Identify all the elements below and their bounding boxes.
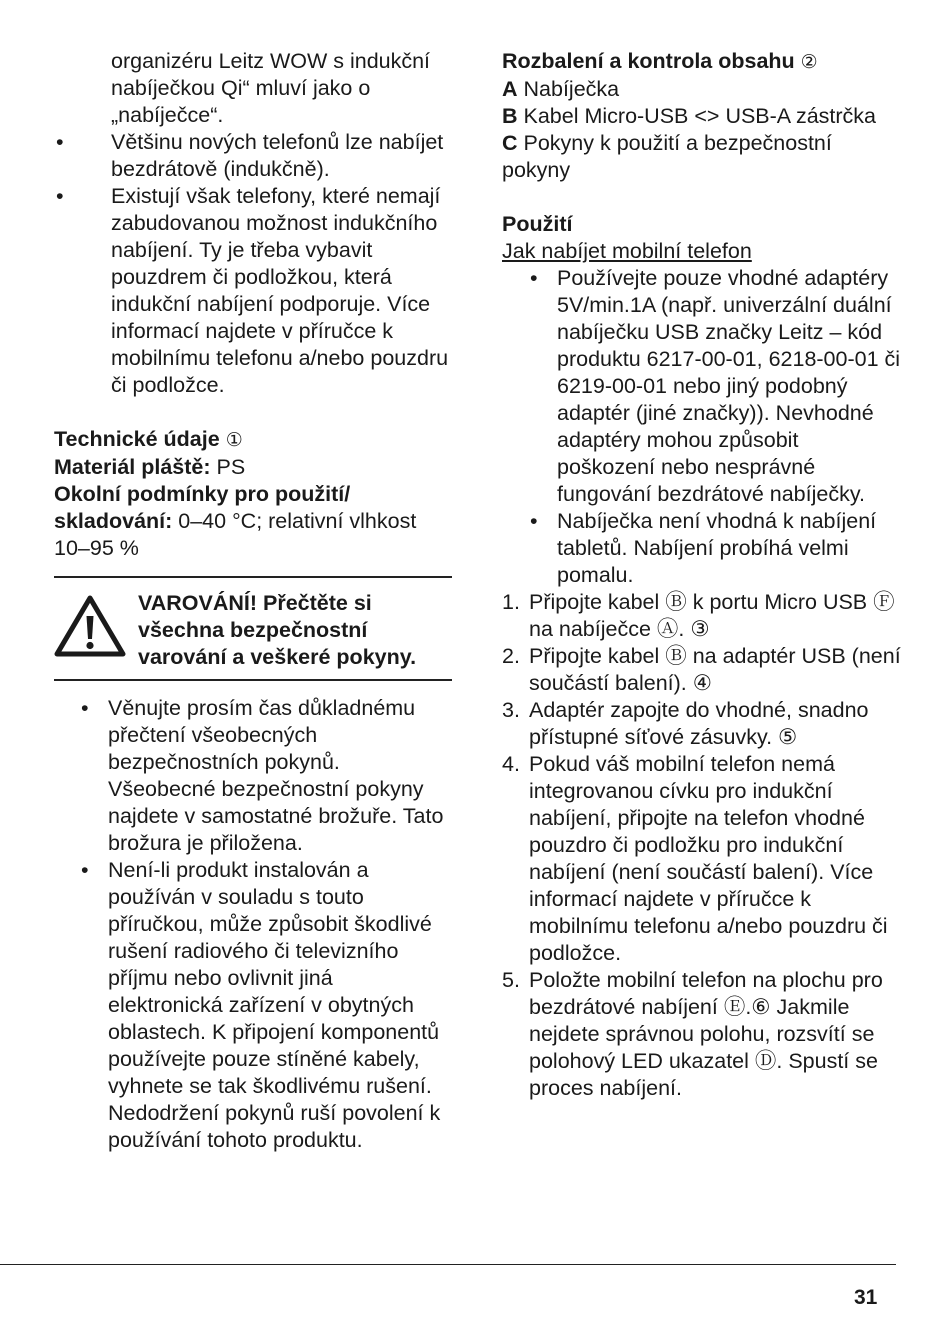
- warning-text: VAROVÁNÍ! Přečtěte si všechna bezpečnostní varování a veškeré pokyny.: [138, 591, 417, 669]
- tech-environment: [54, 481, 452, 562]
- item-letter: C: [502, 131, 518, 155]
- figure-ref: ②: [800, 52, 818, 73]
- tech-env-label: Okolní podmínky pro použití/ skladování:: [54, 482, 351, 533]
- step-item: [502, 589, 902, 643]
- tech-heading-text: Technické údaje: [54, 427, 220, 451]
- contents-item-b: [502, 103, 902, 130]
- step-number: 4.: [502, 752, 520, 776]
- list-item: • Používejte pouze vhodné adaptéry 5V/min.1A (např. univerzální duální nabíječku USB značky Leitz – kód produktu 6217-00-01, 6218-00-01 či 6219-00-01 nebo jiný podobný adaptér (jiné značky)). Nevhodné adaptéry mohou způsobit poškození nebo nesprávné fungování bezdrátové nabíječky.: [502, 265, 902, 508]
- step-text: Adaptér zapojte do vhodné, snadno přístupné síťové zásuvky. ⑤: [529, 698, 869, 749]
- item-letter: A: [502, 77, 518, 101]
- contents-item-a: [502, 76, 902, 103]
- figure-ref: ①: [225, 430, 243, 451]
- intro-continuation: organizéru Leitz WOW s indukční nabíječkou Qi“ mluví jako o „nabíječce“.: [111, 49, 431, 127]
- tech-material-label: Materiál pláště:: [54, 455, 211, 479]
- warning-icon: [54, 594, 126, 658]
- page-number: 31: [854, 1286, 878, 1309]
- step-item: [502, 643, 902, 697]
- unpack-heading: [502, 48, 902, 76]
- contents-item-c: [502, 130, 902, 184]
- usage-bullets: [502, 265, 902, 589]
- intro-bullets: [54, 129, 452, 399]
- step-item: [502, 967, 902, 1102]
- usage-subheading: [502, 238, 902, 265]
- step-number: 2.: [502, 644, 520, 668]
- usage-heading: [502, 211, 902, 238]
- step-item: [502, 751, 902, 967]
- safety-bullets: [54, 695, 452, 1154]
- step-text: Připojte kabel Ⓑ k portu Micro USB Ⓕ na nabíječce Ⓐ. ③: [529, 590, 895, 641]
- step-number: 3.: [502, 698, 520, 722]
- list-item: • Většinu nových telefonů lze nabíjet bezdrátově (indukčně).: [54, 129, 452, 183]
- left-column: [54, 48, 452, 1154]
- tech-env-value: 0–40 °C; relativní vlhkost 10–95 %: [54, 509, 417, 560]
- usage-heading-text: Použití: [502, 212, 573, 236]
- list-item: • Nabíječka není vhodná k nabíjení tabletů. Nabíjení probíhá velmi pomalu.: [502, 508, 902, 589]
- tech-heading: [54, 426, 452, 454]
- step-number: 5.: [502, 968, 520, 992]
- step-number: 1.: [502, 590, 520, 614]
- unpack-heading-text: Rozbalení a kontrola obsahu: [502, 49, 795, 73]
- item-text: Nabíječka: [517, 77, 620, 101]
- usage-steps: [502, 589, 902, 1102]
- list-item: • Existují však telefony, které nemají zabudovanou možnost indukčního nabíjení. Ty je třeba vybavit pouzdrem či podložkou, která indukční nabíjení podporuje. Více informací najdete v příručce k mobilnímu telefonu a/nebo pouzdru či podložce.: [54, 183, 452, 399]
- step-text: Připojte kabel Ⓑ na adaptér USB (není součástí balení). ④: [529, 644, 901, 695]
- item-text: Pokyny k použití a bezpečnostní pokyny: [502, 131, 832, 182]
- usage-subheading-text: Jak nabíjet mobilní telefon: [502, 239, 752, 263]
- item-text: Kabel Micro-USB <> USB-A zástrčka: [517, 104, 876, 128]
- step-text: Položte mobilní telefon na plochu pro bezdrátové nabíjení Ⓔ.⑥ Jakmile nejdete správnou polohu, rozsvítí se polohový LED ukazatel Ⓓ. Spustí se proces nabíjení.: [529, 968, 883, 1100]
- footer-divider: [0, 1264, 896, 1265]
- tech-material: [54, 454, 452, 481]
- warning-box: [54, 576, 452, 681]
- tech-material-value: PS: [210, 455, 246, 479]
- step-item: [502, 697, 902, 751]
- right-column: [502, 48, 902, 1102]
- step-text: Pokud váš mobilní telefon nemá integrovanou cívku pro indukční nabíjení, připojte na telefon vhodné pouzdro či podložku pro indukční nabíjení (není součástí balení). Více informací najdete v příručce k mobilnímu telefonu a/nebo pouzdru či podložce.: [529, 752, 888, 965]
- list-item: • Není-li produkt instalován a používán v souladu s touto příručkou, může způsobit škodlivé rušení radiového či televizního příjmu nebo ovlivnit jiná elektronická zařízení v obytných oblastech. K připojení komponentů používejte pouze stíněné kabely, vyhnete se tak škodlivému rušení. Nedodržení pokynů ruší povolení k používání tohoto produktu.: [54, 857, 452, 1154]
- list-item: • Věnujte prosím čas důkladnému přečtení všeobecných bezpečnostních pokynů. Všeobecné bezpečnostní pokyny najdete v samostatné brožuře. Tato brožura je přiložena.: [54, 695, 452, 857]
- item-letter: B: [502, 104, 518, 128]
